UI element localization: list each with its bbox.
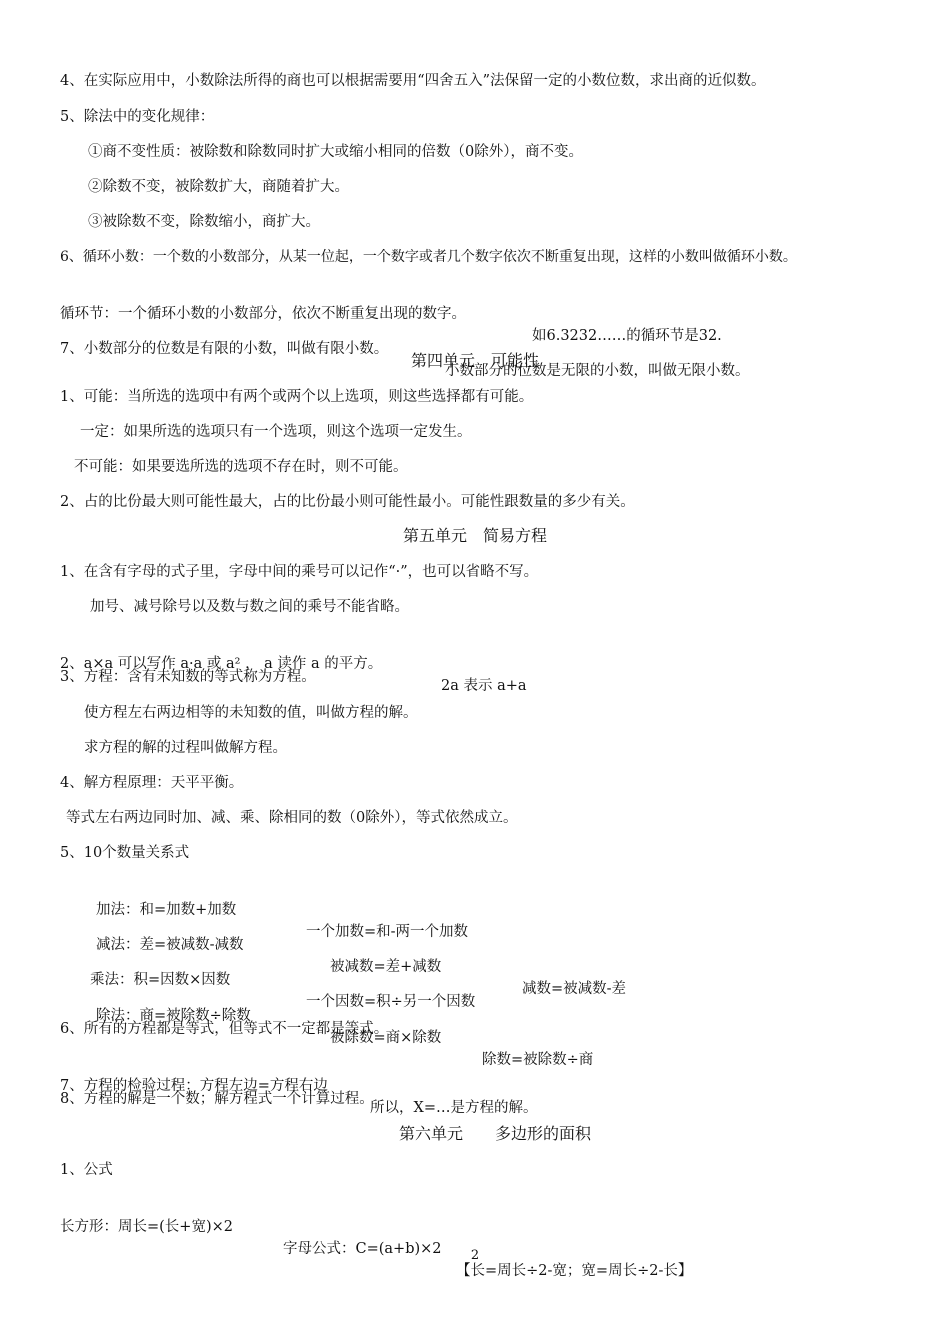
signs-not-omitted: 加号、减号除号以及数与数之间的乘号不能省略。: [90, 599, 409, 615]
equality-property: 等式左右两边同时加、减、乘、除相同的数（0除外），等式依然成立。: [66, 810, 518, 826]
rectangle-letter-formula: 字母公式：C=(a+b)×2: [283, 1241, 442, 1257]
division-relation-1: 除法：商=被除数÷除数: [96, 1008, 251, 1024]
text-line: [0, 281, 950, 344]
subtraction-relation-3: 减数=被减数-差: [522, 981, 627, 997]
text-line: [0, 176, 950, 198]
addition-relation-2: 一个加数=和-两一个加数: [306, 924, 469, 940]
possible-definition: 1、可能：当所选的选项中有两个或两个以上选项，则这些选择都有可能。: [60, 389, 534, 405]
solution-definition: 使方程左右两边相等的未知数的值，叫做方程的解。: [84, 705, 418, 721]
double-notation: 2a 表示 a+a: [441, 678, 527, 694]
section-heading-unit-6: 第六单元 多边形的面积: [398, 1124, 591, 1143]
text-line: [0, 491, 950, 513]
multiplication-relation-1: 乘法：积=因数×因数: [90, 972, 231, 988]
subtraction-relation-2: 被减数=差+减数: [330, 959, 442, 975]
probability-rule: 2、占的比份最大则可能性最大，占的比份最小则可能性最小。可能性跟数量的多少有关。: [60, 494, 635, 510]
rectangle-side-formulas: 【长=周长÷2-宽；宽=周长÷2-长】: [456, 1263, 693, 1279]
text-line: [0, 1159, 950, 1181]
text-line: [0, 561, 950, 583]
solving-definition: 求方程的解的过程叫做解方程。: [84, 740, 287, 756]
text-line: [0, 421, 950, 443]
text-line: [0, 141, 950, 163]
square-notation: 2、a×a 可以写作 a·a 或 a² ， a 读作 a 的平方。: [60, 656, 383, 672]
text-line: [0, 386, 950, 408]
text-line: [0, 211, 950, 233]
text-line: [0, 70, 950, 92]
check-conclusion: 所以，X=…是方程的解。: [370, 1100, 538, 1116]
formula-title: 1、公式: [60, 1162, 113, 1178]
rule-5-title: 5、除法中的变化规律：: [60, 109, 215, 125]
text-line: [0, 246, 950, 268]
addition-relation-1: 加法：和=加数+加数: [96, 902, 237, 918]
rectangle-perimeter: 长方形：周长=(长+宽)×2: [60, 1219, 233, 1235]
text-line: [0, 702, 950, 724]
rule-5-item-2: ②除数不变，被除数扩大，商随着扩大。: [88, 179, 349, 195]
certain-definition: 一定：如果所选的选项只有一个选项，则这个选项一定发生。: [80, 424, 472, 440]
rule-5-item-1: ①商不变性质：被除数和除数同时扩大或缩小相同的倍数（0除外），商不变。: [88, 144, 583, 160]
rule-6-text: 6、循环小数：一个数的小数部分，从某一位起，一个数字或者几个数字依次不断重复出现，这样的小数叫做循环小数。: [60, 249, 797, 265]
rule-4-text: 4、在实际应用中，小数除法所得的商也可以根据需要用“四舍五入”法保留一定的小数位数，求出商的近似数。: [60, 73, 766, 89]
impossible-definition: 不可能：如果要选所选的选项不存在时，则不可能。: [74, 459, 408, 475]
text-line: [0, 807, 950, 829]
infinite-decimal: 小数部分的位数是无限的小数，叫做无限小数。: [445, 363, 750, 379]
page-number: 2: [470, 1248, 480, 1263]
solution-vs-solving: 8、方程的解是一个数；解方程式一个计算过程。: [60, 1091, 374, 1107]
equation-definition: 3、方程：含有未知数的等式称为方程。: [60, 669, 316, 685]
text-line: [0, 737, 950, 759]
relations-title: 5、10个数量关系式: [60, 845, 190, 861]
text-line: [0, 842, 950, 864]
relation-row-addition: [0, 877, 950, 940]
text-line: [0, 1194, 950, 1279]
finite-decimal: 7、小数部分的位数是有限的小数，叫做有限小数。: [60, 341, 389, 357]
rule-5-item-3: ③被除数不变，除数缩小，商扩大。: [88, 214, 320, 230]
multiplication-relation-2: 一个因数=积÷另一个因数: [306, 994, 476, 1010]
solving-principle: 4、解方程原理：天平平衡。: [60, 775, 244, 791]
subtraction-relation-1: 减法：差=被减数-减数: [96, 937, 244, 953]
equation-vs-equality: 6、所有的方程都是等式，但等式不一定都是等式。: [60, 1021, 389, 1037]
section-heading-unit-4: 第四单元 可能性: [410, 351, 539, 370]
multiply-sign-rule: 1、在含有字母的式子里，字母中间的乘号可以记作“·”，也可以省略不写。: [60, 564, 539, 580]
section-heading-unit-5: 第五单元 简易方程: [402, 526, 547, 545]
division-relation-2: 被除数=商×除数: [330, 1030, 442, 1046]
division-relation-3: 除数=被除数÷商: [482, 1052, 594, 1068]
text-line: [0, 1018, 950, 1040]
text-line: [0, 1088, 950, 1110]
text-line: [0, 106, 950, 128]
text-line: [0, 772, 950, 794]
cycle-example: 如6.3232……的循环节是32.: [532, 328, 722, 344]
check-process: 7、方程的检验过程：方程左边=方程右边: [60, 1078, 328, 1094]
text-line: [0, 596, 950, 618]
text-line: [0, 456, 950, 478]
text-line: [0, 666, 950, 688]
cycle-definition: 循环节：一个循环小数的小数部分，依次不断重复出现的数字。: [60, 306, 466, 322]
